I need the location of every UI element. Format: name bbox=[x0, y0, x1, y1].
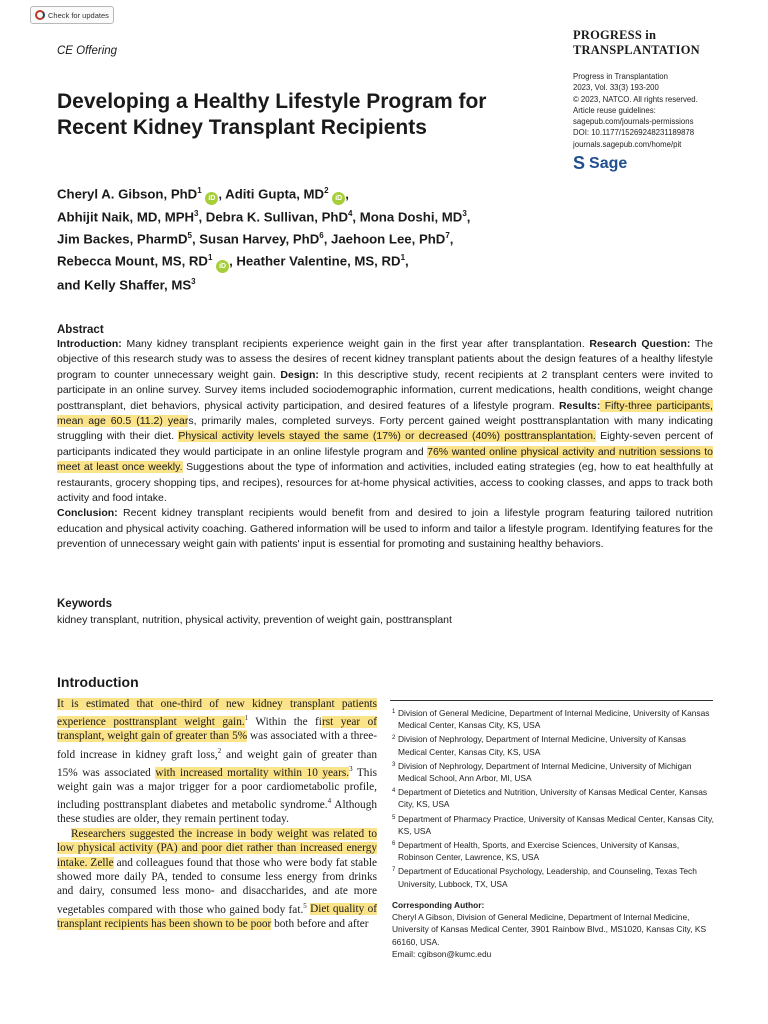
abstract-results-text: Eighty-seven percent of participants indicated they would participate in an online lifestyle program and bbox=[57, 430, 713, 458]
abstract-results-label: Results: bbox=[558, 399, 601, 412]
abstract-design-label: Design: bbox=[280, 368, 319, 381]
crossmark-icon bbox=[35, 10, 45, 20]
journal-title-meta: Progress in Transplantation bbox=[573, 72, 668, 81]
orcid-icon[interactable]: iD bbox=[216, 260, 229, 273]
article-title: Developing a Healthy Lifestyle Program for Recent Kidney Transplant Recipients bbox=[57, 90, 487, 139]
introduction-heading: Introduction bbox=[57, 674, 139, 690]
citation-ref[interactable]: 4 bbox=[327, 797, 332, 806]
publication-meta bbox=[573, 71, 698, 150]
paragraph bbox=[57, 827, 377, 931]
introduction-body bbox=[57, 697, 377, 931]
highlight: Fifty-three participants, mean age 60.5 (11.2) year bbox=[57, 399, 713, 428]
author-list: Cheryl A. Gibson, PhD$^1$ iD , Aditi Gupta, $MD^2$ iD , Abhijit Naik, MD, MPH$^3$, Debra K. Sullivan, PhD$^4$, Mona Doshi, $MD^3$, Jim Backes, PharmD$^5$, Susan Harvey, PhD$^6$, Jaehoon Lee, PhD$^7$, Rebecca Mount, MS, $RD^1$ iD , Heather Valentine, MS, $RD^1$, and Kelly Shaffer, $MS^3$ bbox=[57, 186, 471, 293]
text: was associated with a three-fold increase in kidney graft loss, bbox=[57, 730, 377, 761]
highlight: Physical activity levels stayed the same (17%) or decreased (40%) posttransplantation. bbox=[178, 430, 596, 443]
author-lee[interactable]: , Jaehoon Lee, PhD bbox=[323, 231, 446, 247]
highlight: Diet quality of transplant recipients has been shown to be poor bbox=[57, 903, 378, 930]
text: This weight gain was a major trigger for a poor cardiometabolic profile, including posttransplant diabetes and metabolic syndrome. bbox=[57, 766, 377, 812]
citation-ref[interactable]: 5 bbox=[303, 901, 307, 910]
author-gibson[interactable]: Cheryl A. Gibson, PhD bbox=[57, 186, 198, 202]
doi-link[interactable]: DOI: 10.1177/15269248231189878 bbox=[573, 128, 695, 138]
abstract-rq-text: The objective of this research study was to assess the desires of recent kidney transplant patients about the design features of a healthy lifestyle program to counter unnecessary weight gain. bbox=[57, 338, 713, 381]
publisher-name: Sage bbox=[589, 154, 628, 172]
author-shaffer[interactable]: and Kelly Shaffer, MS bbox=[57, 277, 192, 293]
permissions-link[interactable]: sagepub.com/journals-permissions bbox=[573, 117, 694, 127]
reuse-guidelines-label: Article reuse guidelines: bbox=[573, 105, 656, 115]
keywords-heading: Keywords bbox=[57, 598, 112, 610]
affiliation: 1 Division of General Medicine, Department of Internal Medicine, University of Kansas Medical Center, Kansas City, KS, USA bbox=[392, 708, 710, 731]
author-gupta[interactable]: , Aditi Gupta, MD bbox=[218, 186, 325, 202]
abstract-heading: Abstract bbox=[57, 324, 104, 336]
affiliation: 5 Department of Pharmacy Practice, University of Kansas Medical Center, Kansas City, KS, USA bbox=[392, 813, 714, 836]
highlight: Researchers suggested the increase in body weight was related to low physical activity (PA) and poor diet rather than increased energy intake. Zelle bbox=[57, 827, 377, 869]
abstract-intro-text: Many kidney transplant recipients experience weight gain in the first year after transplantation. bbox=[121, 338, 590, 350]
volume-info: 2023, Vol. 33(3) 193-200 bbox=[573, 83, 659, 93]
orcid-icon[interactable]: iD bbox=[332, 192, 345, 205]
orcid-icon[interactable]: iD bbox=[205, 192, 218, 205]
journal-name bbox=[573, 28, 700, 58]
journal-home-link[interactable]: journals.sagepub.com/home/pit bbox=[573, 139, 682, 149]
citation-ref[interactable]: 2 bbox=[217, 746, 222, 755]
highlight: rst year of transplant, weight gain of greater than 5% bbox=[57, 716, 377, 743]
check-for-updates-label: Check for updates bbox=[48, 10, 109, 20]
corresponding-author bbox=[392, 899, 714, 960]
copyright: © 2023, NATCO. All rights reserved. bbox=[573, 94, 698, 104]
text: Within the fi bbox=[248, 716, 322, 729]
abstract-conclusion-text: Recent kidney transplant recipients would benefit from and desired to join a lifestyle program featuring tailored nutrition education and physical activity coaching. Gathered information will be used to inform and tailor a lifestyle program. Identifying features for the prevention of unnecessary weight gain with patients' input is essential for promoting and sustaining healthy behaviors. bbox=[57, 507, 713, 551]
footnote-divider bbox=[390, 700, 713, 701]
corresponding-author-email[interactable]: Email: cgibson@kumc.edu bbox=[392, 948, 492, 959]
check-for-updates-button[interactable] bbox=[30, 6, 114, 24]
affiliation-ref: 1 bbox=[197, 186, 202, 195]
author-mount[interactable]: Rebecca Mount, MS, RD bbox=[57, 253, 208, 269]
abstract-body bbox=[57, 337, 713, 553]
text: Although these studies are older, they remain pertinent today. bbox=[57, 799, 377, 826]
paragraph bbox=[57, 697, 377, 827]
author-sullivan[interactable]: , Debra K. Sullivan, PhD bbox=[198, 209, 348, 225]
highlight: It is estimated that one-third of new kidney transplant patients experience posttransplant weight gain. bbox=[57, 698, 377, 729]
corresponding-author-heading: Corresponding Author: bbox=[392, 900, 485, 910]
publisher-logo bbox=[573, 153, 627, 174]
affiliation: 2 Division of Nephrology, Department of Internal Medicine, University of Kansas Medical Center, Kansas City, KS, USA bbox=[392, 734, 686, 757]
affiliation: 6 Department of Health, Sports, and Exercise Sciences, University of Kansas, Robinson Center, Lawrence, KS, USA bbox=[392, 840, 680, 863]
citation-ref[interactable]: 3 bbox=[349, 764, 353, 773]
affiliation: 3 Division of Nephrology, Department of Internal Medicine, University of Michigan Medical School, Ann Arbor, MI, USA bbox=[392, 760, 692, 784]
author-backes[interactable]: Jim Backes, PharmD bbox=[57, 231, 188, 247]
affiliations bbox=[392, 707, 714, 892]
corresponding-author-address: Cheryl A Gibson, Division of General Medicine, Department of Internal Medicine, University of Kansas Medical Center, 3901 Rainbow Blvd., MS1020, Kansas City, KS 66160, USA. bbox=[392, 912, 707, 947]
author-valentine[interactable]: , Heather Valentine, MS, RD bbox=[229, 253, 401, 269]
highlight: with increased mortality within 10 years. bbox=[155, 766, 350, 779]
abstract-results-text: Suggestions about the type of information and activities, included eating strategies (eg, how to eat healthfully at restaurants, grocery shopping tips, and recipes), resources for at-home physical activities, access to cooking classes, and apps to track both activity and food intake. bbox=[57, 461, 713, 505]
keywords-list: kidney transplant, nutrition, physical activity, prevention of weight gain, posttransplant bbox=[57, 614, 452, 626]
sage-logo-icon: S bbox=[573, 153, 586, 173]
author-naik[interactable]: Abhijit Naik, MD, MPH bbox=[57, 209, 195, 225]
author-harvey[interactable]: , Susan Harvey, PhD bbox=[191, 231, 320, 247]
abstract-conclusion-label: Conclusion: bbox=[57, 507, 118, 520]
abstract-results-text: s, primarily males, completed surveys. Forty percent gained weight posttransplantation with many indicating struggling with their diet. bbox=[57, 415, 713, 443]
journal-name-line1: PROGRESS in bbox=[573, 28, 657, 42]
text: and colleagues found that those who were body fat stable showed more daily PA, tended to consume less energy from drinks and dairy, consumed less mono- and disaccharides, and ate more vegetables compared with those who gained body fat. bbox=[57, 856, 377, 916]
affiliation: 4 Department of Dietetics and Nutrition, University of Kansas Medical Center, Kansas City, KS, USA bbox=[392, 787, 708, 810]
abstract-rq-label: Research Question: bbox=[589, 338, 691, 350]
affiliation: 7 Department of Educational Psychology, Leadership, and Counseling, Texas Tech University, Lubbock, TX, USA bbox=[392, 866, 697, 889]
abstract-intro-label: Introduction: bbox=[57, 338, 122, 350]
journal-name-line2: TRANSPLANTATION bbox=[573, 43, 700, 57]
section-label: CE Offering bbox=[57, 45, 118, 57]
text: both before and after bbox=[271, 917, 369, 930]
text: and weight gain of greater than 15% was associated bbox=[57, 748, 377, 779]
author-doshi[interactable]: , Mona Doshi, MD bbox=[352, 209, 463, 225]
abstract-design-text: In this descriptive study, recent recipients at 2 transplant centers were invited to participate in an online survey. Survey items included sociodemographic information, current medications, health conditions, weight change posttransplant, diet behaviors, physical activity participation, and desired features of a lifestyle program. bbox=[57, 368, 713, 412]
highlight: 76% wanted online physical activity and nutrition sessions to meet at least once weekly. bbox=[57, 445, 714, 474]
citation-ref[interactable]: 1 bbox=[244, 714, 249, 723]
